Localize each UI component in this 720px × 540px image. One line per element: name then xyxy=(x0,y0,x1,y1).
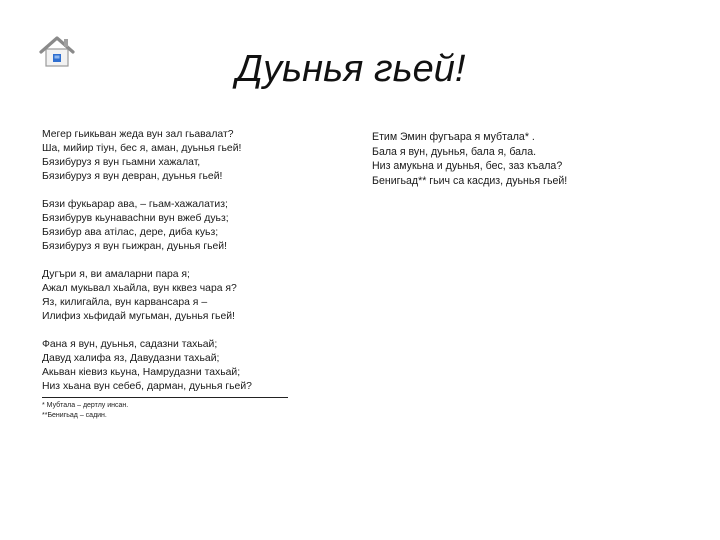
poem-line: Низ хьана вун себеб, дарман, дуьнья гьей? xyxy=(42,381,252,392)
left-poem-column xyxy=(42,128,312,421)
page-title: Дуьнья гьей! xyxy=(236,48,466,90)
poem-line: Яз, килигайла, вун карвансара я – xyxy=(42,297,208,308)
stanza-4 xyxy=(42,338,312,394)
stanza-5 xyxy=(372,130,692,188)
footnote: **Бенигьад – садин. xyxy=(42,412,107,419)
poem-line: Бязибуруз я вун гьамни хажалат, xyxy=(42,157,201,168)
poem-line: Бязибуруз я вун гьижран, дуьнья гьей! xyxy=(42,241,227,252)
footnote: * Мубтала – дертлу инсан. xyxy=(42,402,129,409)
poem-line: Ша, мийир тіун, бес я, аман, дуьнья гьей! xyxy=(42,143,242,154)
poem-line: Бязи фукьарар ава, – гьам-хажалатиз; xyxy=(42,199,228,210)
poem-line: Бязибурув кьунаваchни вун вжеб дуьз; xyxy=(42,213,229,224)
poem-line: Дугъри я, ви амаларни пара я; xyxy=(42,269,190,280)
stanza-3 xyxy=(42,268,312,324)
poem-line: Мегер гьикьван жеда вун зал гьавалат? xyxy=(42,129,234,140)
poem-line: Фана я вун, дуьнья, садазни тахьай; xyxy=(42,339,218,350)
home-icon[interactable] xyxy=(38,33,76,69)
poem-line: Ажал мукьвал хьайла, вун кквез чара я? xyxy=(42,283,237,294)
poem-line: Етим Эмин фугъара я мубтала* . xyxy=(372,131,535,143)
poem-line: Илифиз хьфидай мугьман, дуьнья гьей! xyxy=(42,311,235,322)
right-poem-column xyxy=(372,130,692,202)
stanza-2 xyxy=(42,198,312,254)
poem-line: Бала я вун, дуьнья, бала я, бала. xyxy=(372,145,537,158)
poem-line: Бязибуруз я вун девран, дуьнья гьей! xyxy=(42,171,223,182)
poem-line: Бязибур ава атілас, дере, диба куьз; xyxy=(42,227,219,238)
poem-line: Акьван кіевиз кьуна, Намрудазни тахьай; xyxy=(42,367,241,378)
poem-line: Бенигьад** гьич са касдиз, дуьнья гьей! xyxy=(372,174,568,187)
stanza-1 xyxy=(42,128,312,184)
footnote-divider xyxy=(42,397,288,398)
poem-line: Низ амукьна и дуьнья, бес, заз къала? xyxy=(372,160,563,172)
poem-line: Давуд халифа яз, Давудазни тахьай; xyxy=(42,353,220,364)
